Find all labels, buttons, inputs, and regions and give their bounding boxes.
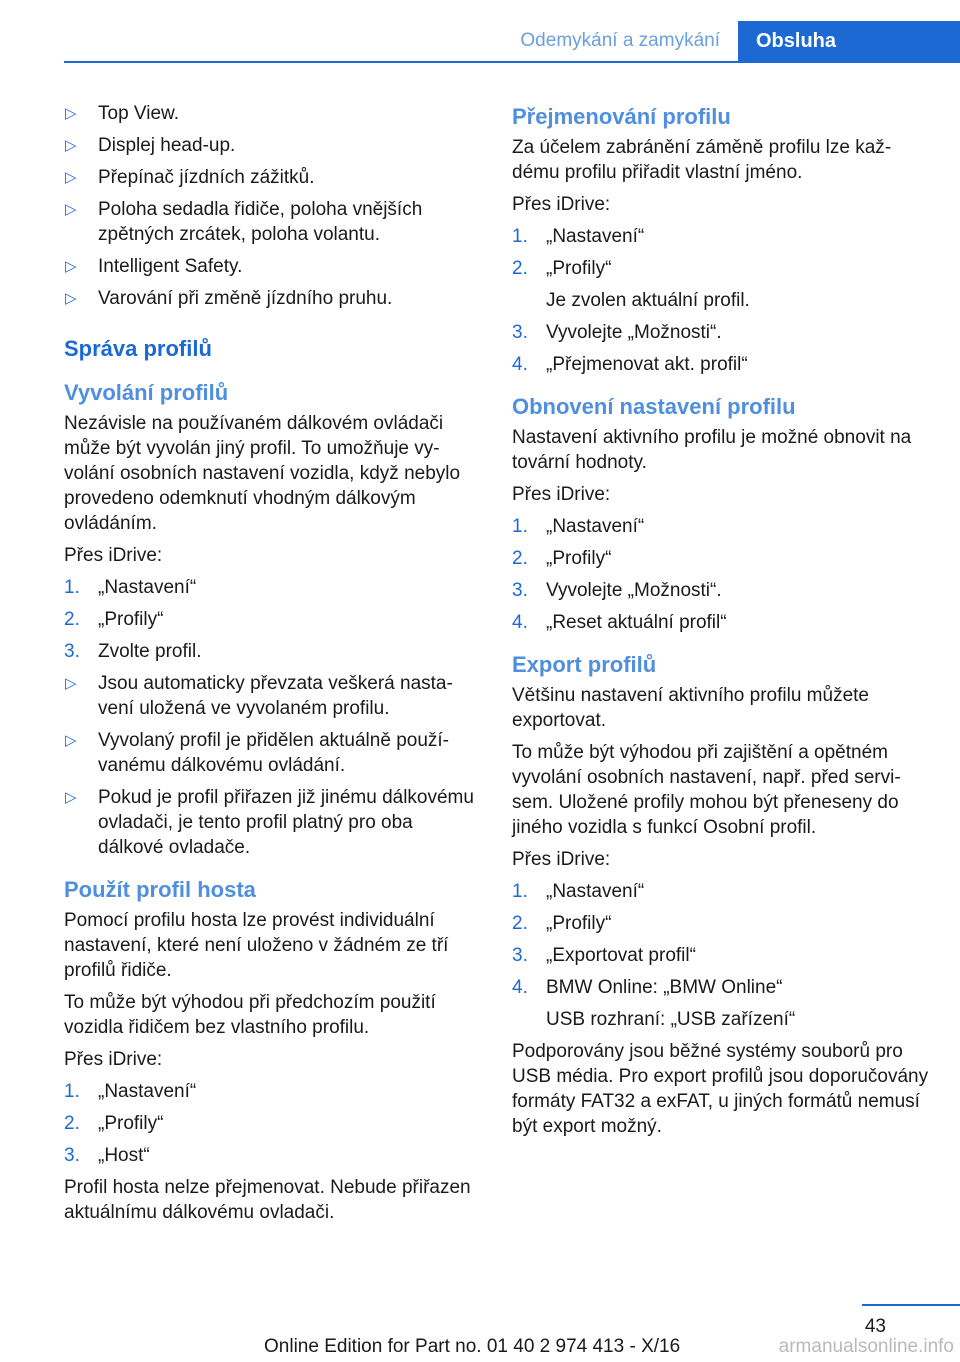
list-item: 4. „Reset aktuální profil“ bbox=[512, 612, 727, 633]
list-item: 1. „Nastavení“ bbox=[512, 881, 645, 902]
list-item: 1. „Nastavení“ bbox=[64, 1081, 197, 1102]
list-item: 3. Zvolte profil. bbox=[64, 641, 202, 662]
step-number: 1. bbox=[512, 516, 528, 537]
list-item: ▷ Pokud je profil přiřazen již jinému dálkovému ovladači, je tento profil platný pro oba dálkové ovladače. bbox=[65, 787, 474, 858]
list-item: 4. „Přejmenovat akt. profil“ bbox=[512, 354, 748, 375]
paragraph: To může být výhodou při zajištění a opětném vyvolání osobních nastavení, např. před servisem. Uložené profily mohou být přeneseny do jiného vozidla s funkcí Osobní profil. bbox=[512, 742, 901, 838]
subsection-heading: Export profilů bbox=[512, 652, 657, 677]
paragraph: Přes iDrive: bbox=[512, 484, 611, 505]
section-tab: Obsluha bbox=[738, 21, 960, 63]
list-item: 1. „Nastavení“ bbox=[512, 226, 645, 247]
watermark: armanualsonline.info bbox=[778, 1336, 954, 1357]
step-number: 3. bbox=[64, 1145, 80, 1166]
steps-list bbox=[512, 879, 932, 1032]
list-item: 1. „Nastavení“ bbox=[512, 516, 645, 537]
footer-rule bbox=[862, 1304, 960, 1306]
list-item: ▷ Poloha sedadla řidiče, poloha vnějších zpětných zrcátek, poloha volantu. bbox=[65, 199, 423, 245]
step-note: USB rozhraní: „USB zařízení“ bbox=[546, 1009, 796, 1030]
list-item: 3. Vyvolejte „Možnosti“. bbox=[512, 322, 722, 343]
subsection-heading: Použít profil hosta bbox=[64, 877, 256, 902]
list-item: 1. „Nastavení“ bbox=[64, 577, 197, 598]
step-number: 4. bbox=[512, 612, 528, 633]
notes-list bbox=[64, 671, 479, 860]
step-number: 2. bbox=[512, 258, 528, 279]
list-item: 2. „Profily“ bbox=[512, 548, 612, 569]
list-item: ▷ Přepínač jízdních zážitků. bbox=[65, 167, 315, 188]
page-number: 43 bbox=[864, 1316, 886, 1337]
triangle-bullet-icon: ▷ bbox=[65, 290, 77, 307]
paragraph: To může být výhodou při předchozím použití vozidla řidičem bez vlastního profilu. bbox=[64, 992, 436, 1038]
triangle-bullet-icon: ▷ bbox=[65, 732, 77, 749]
list-item: 3. Vyvolejte „Možnosti“. bbox=[512, 580, 722, 601]
right-column bbox=[512, 101, 932, 1146]
step-number: 3. bbox=[512, 945, 528, 966]
paragraph: Nezávisle na používaném dálkovém ovládači může být vyvolán jiný profil. To umožňuje vyvolání osobních nastavení vozidla, když nebylo provedeno odemknutí vhodným dálkovým ovládáním. bbox=[64, 413, 461, 534]
feature-list bbox=[64, 101, 479, 311]
list-item: ▷ Top View. bbox=[65, 103, 179, 124]
step-number: 4. bbox=[512, 977, 528, 998]
paragraph: Přes iDrive: bbox=[512, 194, 611, 215]
paragraph: Podporovány jsou běžné systémy souborů pro USB média. Pro export profilů jsou doporučovány formáty FAT32 a exFAT, u jiných formátů nemusí být export možný. bbox=[512, 1041, 929, 1137]
list-item: 4. BMW Online: „BMW Online“ USB rozhraní: „USB zařízení“ bbox=[512, 975, 932, 1032]
steps-list bbox=[512, 224, 932, 377]
paragraph: Nastavení aktivního profilu je možné obnovit na tovární hodnoty. bbox=[512, 427, 912, 473]
subsection-heading: Vyvolání profilů bbox=[64, 380, 229, 405]
triangle-bullet-icon: ▷ bbox=[65, 169, 77, 186]
list-item: ▷ Varování při změně jízdního pruhu. bbox=[65, 288, 393, 309]
subsection-heading: Přejmenování profilu bbox=[512, 104, 731, 129]
list-item: 2. „Profily“ bbox=[512, 913, 612, 934]
list-item: ▷ Displej head-up. bbox=[65, 135, 236, 156]
triangle-bullet-icon: ▷ bbox=[65, 789, 77, 806]
step-number: 3. bbox=[64, 641, 80, 662]
triangle-bullet-icon: ▷ bbox=[65, 675, 77, 692]
list-item: ▷ Vyvolaný profil je přidělen aktuálně používanému dálkovému ovládání. bbox=[65, 730, 449, 776]
edition-note: Online Edition for Part no. 01 40 2 974 413 - X/16 bbox=[264, 1336, 681, 1357]
step-number: 2. bbox=[512, 548, 528, 569]
step-number: 1. bbox=[64, 1081, 80, 1102]
paragraph: Většinu nastavení aktivního profilu můžete exportovat. bbox=[512, 685, 869, 731]
list-item: ▷ Jsou automaticky převzata veškerá nastavení uložená ve vyvolaném profilu. bbox=[65, 673, 453, 719]
list-item: 3. „Host“ bbox=[64, 1145, 150, 1166]
paragraph: Za účelem zabránění záměně profilu lze každému profilu přiřadit vlastní jméno. bbox=[512, 137, 892, 183]
steps-list bbox=[512, 514, 932, 635]
paragraph: Pomocí profilu hosta lze provést individuální nastavení, které není uloženo v žádném ze tří profilů řidiče. bbox=[64, 910, 449, 981]
chapter-title: Odemykání a zamykání bbox=[520, 30, 720, 51]
paragraph: Přes iDrive: bbox=[64, 545, 163, 566]
paragraph: Přes iDrive: bbox=[64, 1049, 163, 1070]
step-number: 4. bbox=[512, 354, 528, 375]
step-number: 1. bbox=[512, 226, 528, 247]
step-number: 3. bbox=[512, 322, 528, 343]
triangle-bullet-icon: ▷ bbox=[65, 105, 77, 122]
list-item: ▷ Intelligent Safety. bbox=[65, 256, 243, 277]
step-number: 2. bbox=[64, 609, 80, 630]
step-number: 2. bbox=[64, 1113, 80, 1134]
step-number: 2. bbox=[512, 913, 528, 934]
section-heading: Správa profilů bbox=[64, 336, 212, 361]
paragraph: Přes iDrive: bbox=[512, 849, 611, 870]
step-number: 1. bbox=[512, 881, 528, 902]
triangle-bullet-icon: ▷ bbox=[65, 137, 77, 154]
steps-list bbox=[64, 575, 479, 664]
left-column bbox=[64, 101, 479, 1232]
subsection-heading: Obnovení nastavení profilu bbox=[512, 394, 796, 419]
step-number: 3. bbox=[512, 580, 528, 601]
steps-list bbox=[64, 1079, 479, 1168]
list-item: 2. „Profily“ bbox=[64, 609, 164, 630]
step-number: 1. bbox=[64, 577, 80, 598]
triangle-bullet-icon: ▷ bbox=[65, 201, 77, 218]
list-item: 3. „Exportovat profil“ bbox=[512, 945, 696, 966]
step-note: Je zvolen aktuální profil. bbox=[546, 290, 750, 311]
list-item: 2. „Profily“ Je zvolen aktuální profil. bbox=[512, 256, 932, 313]
list-item: 2. „Profily“ bbox=[64, 1113, 164, 1134]
paragraph: Profil hosta nelze přejmenovat. Nebude přiřazen aktuálnímu dálkovému ovladači. bbox=[64, 1177, 471, 1223]
triangle-bullet-icon: ▷ bbox=[65, 258, 77, 275]
